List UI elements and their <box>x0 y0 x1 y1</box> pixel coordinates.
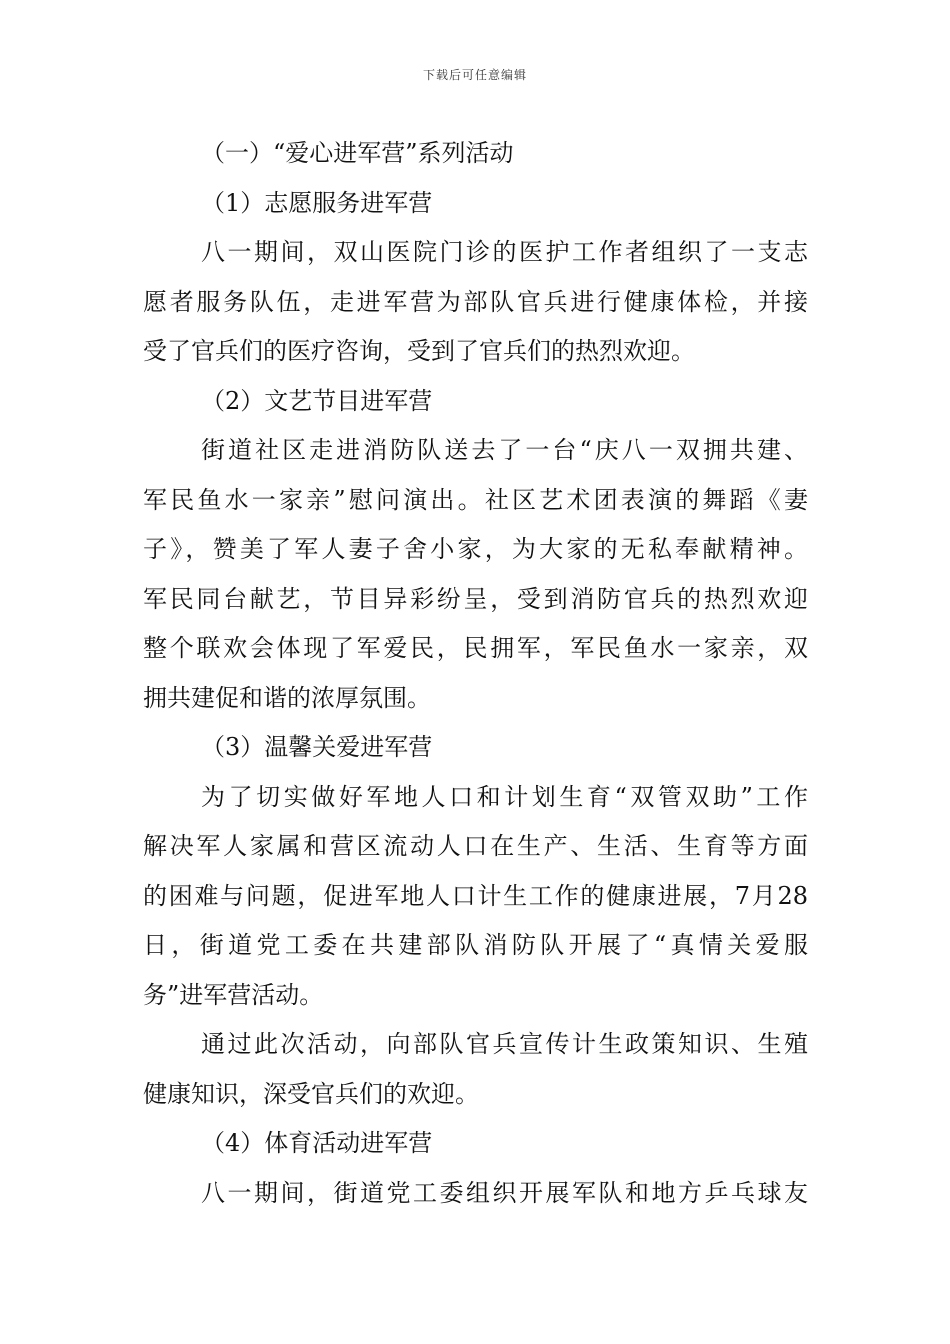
paragraph-line: 务”进军营活动。 <box>143 980 324 1009</box>
paragraph-line: 的困难与问题，促进军地人口计生工作的健康进展，7月28 <box>143 881 808 910</box>
paragraph-line: 健康知识，深受官兵们的欢迎。 <box>143 1079 479 1108</box>
subsection-heading: （2）文艺节目进军营 <box>201 386 433 415</box>
paragraph-line: 军民同台献艺，节目异彩纷呈，受到消防官兵的热烈欢迎 <box>143 584 808 613</box>
paragraph-line: 子》，赞美了军人妻子舍小家，为大家的无私奉献精神。 <box>143 535 808 563</box>
paragraph-line: 受了官兵们的医疗咨询，受到了官兵们的热烈欢迎。 <box>143 337 695 365</box>
paragraph-line: 整个联欢会体现了军爱民，民拥军，军民鱼水一家亲，双 <box>143 634 808 662</box>
subsection-heading: （3）温馨关爱进军营 <box>201 733 433 761</box>
paragraph-line: 解决军人家属和营区流动人口在生产、生活、生育等方面 <box>143 832 808 860</box>
header-note: 下载后可任意编辑 <box>422 68 527 82</box>
subsection-heading: （4）体育活动进军营 <box>201 1129 433 1157</box>
paragraph-line: 愿者服务队伍，走进军营为部队官兵进行健康体检，并接 <box>143 287 808 316</box>
subsection-heading: （1）志愿服务进军营 <box>201 188 433 217</box>
paragraph-line: 八一期间，街道党工委组织开展军队和地方乒乓球友 <box>201 1178 808 1207</box>
paragraph-line: 军民鱼水一家亲”慰问演出。社区艺术团表演的舞蹈《妻 <box>143 485 808 514</box>
section-heading: （一）“爱心进军营”系列活动 <box>201 139 514 167</box>
paragraph-line: 为了切实做好军地人口和计划生育“双管双助”工作 <box>201 782 808 811</box>
paragraph-line: 拥共建促和谐的浓厚氛围。 <box>143 683 431 712</box>
paragraph-line: 街道社区走进消防队送去了一台“庆八一双拥共建、 <box>201 436 808 464</box>
paragraph-line: 八一期间，双山医院门诊的医护工作者组织了一支志 <box>201 238 808 266</box>
paragraph-line: 日，街道党工委在共建部队消防队开展了“真情关爱服 <box>143 931 808 959</box>
paragraph-line: 通过此次活动，向部队官兵宣传计生政策知识、生殖 <box>201 1030 808 1058</box>
document-body <box>143 129 808 1218</box>
